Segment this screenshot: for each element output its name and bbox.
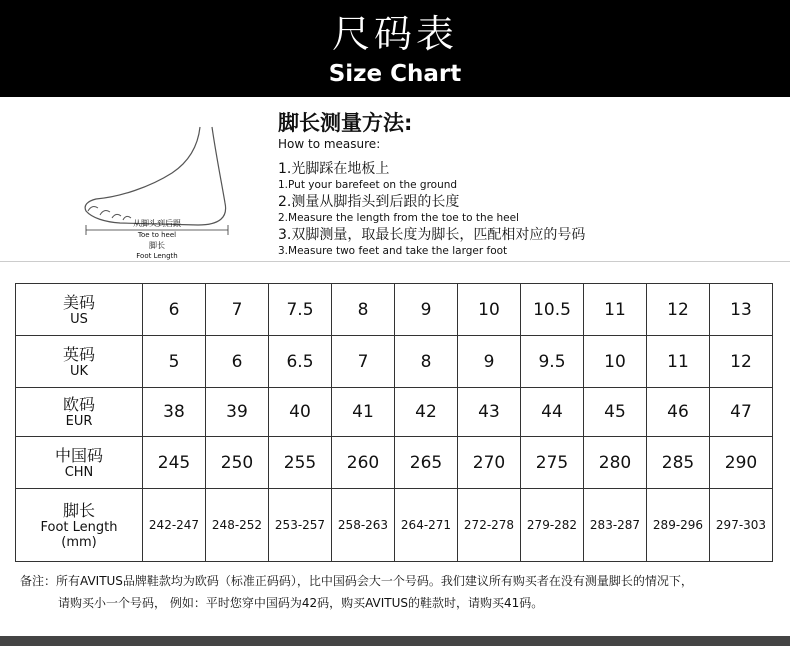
how-to-measure xyxy=(278,110,778,259)
size-cell: 285 xyxy=(647,437,710,489)
measure-title-cn: 脚长测量方法: xyxy=(278,111,413,135)
size-cell: 7 xyxy=(332,336,395,388)
row-label-en: CHN xyxy=(64,464,94,480)
size-cell: 13 xyxy=(710,284,773,336)
row-label-cn: 英码 xyxy=(62,344,95,364)
size-cell: 6 xyxy=(143,284,206,336)
title-cn: 尺码表 xyxy=(331,12,458,56)
step-2-cn: 2.测量从脚指头到后跟的长度 xyxy=(278,194,460,210)
size-cell: 10 xyxy=(458,284,521,336)
size-cell: 250 xyxy=(206,437,269,489)
size-cell: 12 xyxy=(647,284,710,336)
size-cell: 264-271 xyxy=(395,489,458,562)
row-label-en: EUR xyxy=(65,414,93,429)
note-line-2: 请购买小一个号码， 例如：平时您穿中国码为42码，购买AVITUS的鞋款时，请购买41码。 xyxy=(58,596,544,610)
size-table xyxy=(15,283,773,562)
size-cell: 47 xyxy=(710,388,773,437)
size-cell: 260 xyxy=(332,437,395,489)
row-label-cn: 脚长 xyxy=(62,500,95,520)
size-cell: 10 xyxy=(584,336,647,388)
size-cell: 248-252 xyxy=(206,489,269,562)
table-row xyxy=(16,336,773,388)
table-row xyxy=(16,437,773,489)
size-cell: 43 xyxy=(458,388,521,437)
size-cell: 255 xyxy=(269,437,332,489)
size-cell: 290 xyxy=(710,437,773,489)
size-cell: 6 xyxy=(206,336,269,388)
foot-diagram xyxy=(80,125,240,265)
row-label xyxy=(16,388,143,437)
size-cell: 297-303 xyxy=(710,489,773,562)
size-cell: 10.5 xyxy=(521,284,584,336)
row-label xyxy=(16,336,143,388)
footnote xyxy=(20,570,780,614)
size-cell: 8 xyxy=(332,284,395,336)
note-line-1: 备注：所有AVITUS品牌鞋款均为欧码（标准正码码），比中国码会大一个号码。我们建议所有购买者在没有测量脚长的情况下， xyxy=(20,574,693,588)
length-cn: 脚长 xyxy=(149,241,165,250)
size-cell: 9.5 xyxy=(521,336,584,388)
size-cell: 275 xyxy=(521,437,584,489)
toes xyxy=(88,207,131,220)
size-cell: 44 xyxy=(521,388,584,437)
label-cn: 从脚头到后跟 xyxy=(133,219,181,228)
size-cell: 8 xyxy=(395,336,458,388)
size-cell: 38 xyxy=(143,388,206,437)
table-row xyxy=(16,284,773,336)
size-cell: 272-278 xyxy=(458,489,521,562)
size-cell: 11 xyxy=(584,284,647,336)
size-cell: 7 xyxy=(206,284,269,336)
size-cell: 283-287 xyxy=(584,489,647,562)
size-cell: 39 xyxy=(206,388,269,437)
row-label-cn: 欧码 xyxy=(62,395,95,414)
size-cell: 12 xyxy=(710,336,773,388)
size-cell: 40 xyxy=(269,388,332,437)
size-cell: 46 xyxy=(647,388,710,437)
row-label-en: US xyxy=(70,311,88,327)
size-cell: 9 xyxy=(458,336,521,388)
size-cell: 5 xyxy=(143,336,206,388)
row-label-unit: (mm) xyxy=(61,534,97,550)
size-cell: 279-282 xyxy=(521,489,584,562)
row-label-cn: 中国码 xyxy=(54,445,103,465)
label-en: Toe to heel xyxy=(137,231,177,239)
step-1-cn: 1.光脚踩在地板上 xyxy=(278,161,390,177)
size-cell: 265 xyxy=(395,437,458,489)
step-2-en: 2.Measure the length from the toe to the heel xyxy=(278,212,519,224)
size-cell: 6.5 xyxy=(269,336,332,388)
title-en: Size Chart xyxy=(328,61,462,87)
measure-title-en: How to measure: xyxy=(278,137,381,151)
size-cell: 7.5 xyxy=(269,284,332,336)
step-3-cn: 3.双脚测量，取最长度为脚长，匹配相对应的号码 xyxy=(278,227,586,243)
size-cell: 253-257 xyxy=(269,489,332,562)
length-en: Foot Length xyxy=(136,252,178,260)
row-label-en: Foot Length xyxy=(40,519,118,535)
row-label-en: UK xyxy=(69,363,89,379)
row-label xyxy=(16,489,143,562)
row-label xyxy=(16,284,143,336)
size-cell: 280 xyxy=(584,437,647,489)
divider xyxy=(0,261,790,262)
size-cell: 242-247 xyxy=(143,489,206,562)
step-3-en: 3.Measure two feet and take the larger foot xyxy=(278,245,508,257)
size-cell: 11 xyxy=(647,336,710,388)
size-cell: 270 xyxy=(458,437,521,489)
size-cell: 41 xyxy=(332,388,395,437)
bottom-bar xyxy=(0,636,790,646)
size-cell: 258-263 xyxy=(332,489,395,562)
size-cell: 45 xyxy=(584,388,647,437)
size-cell: 9 xyxy=(395,284,458,336)
header-banner xyxy=(0,0,790,97)
row-label-cn: 美码 xyxy=(62,292,95,312)
table-row xyxy=(16,388,773,437)
size-cell: 245 xyxy=(143,437,206,489)
step-1-en: 1.Put your barefeet on the ground xyxy=(278,179,458,191)
row-label xyxy=(16,437,143,489)
size-cell: 42 xyxy=(395,388,458,437)
size-cell: 289-296 xyxy=(647,489,710,562)
table-row xyxy=(16,489,773,562)
